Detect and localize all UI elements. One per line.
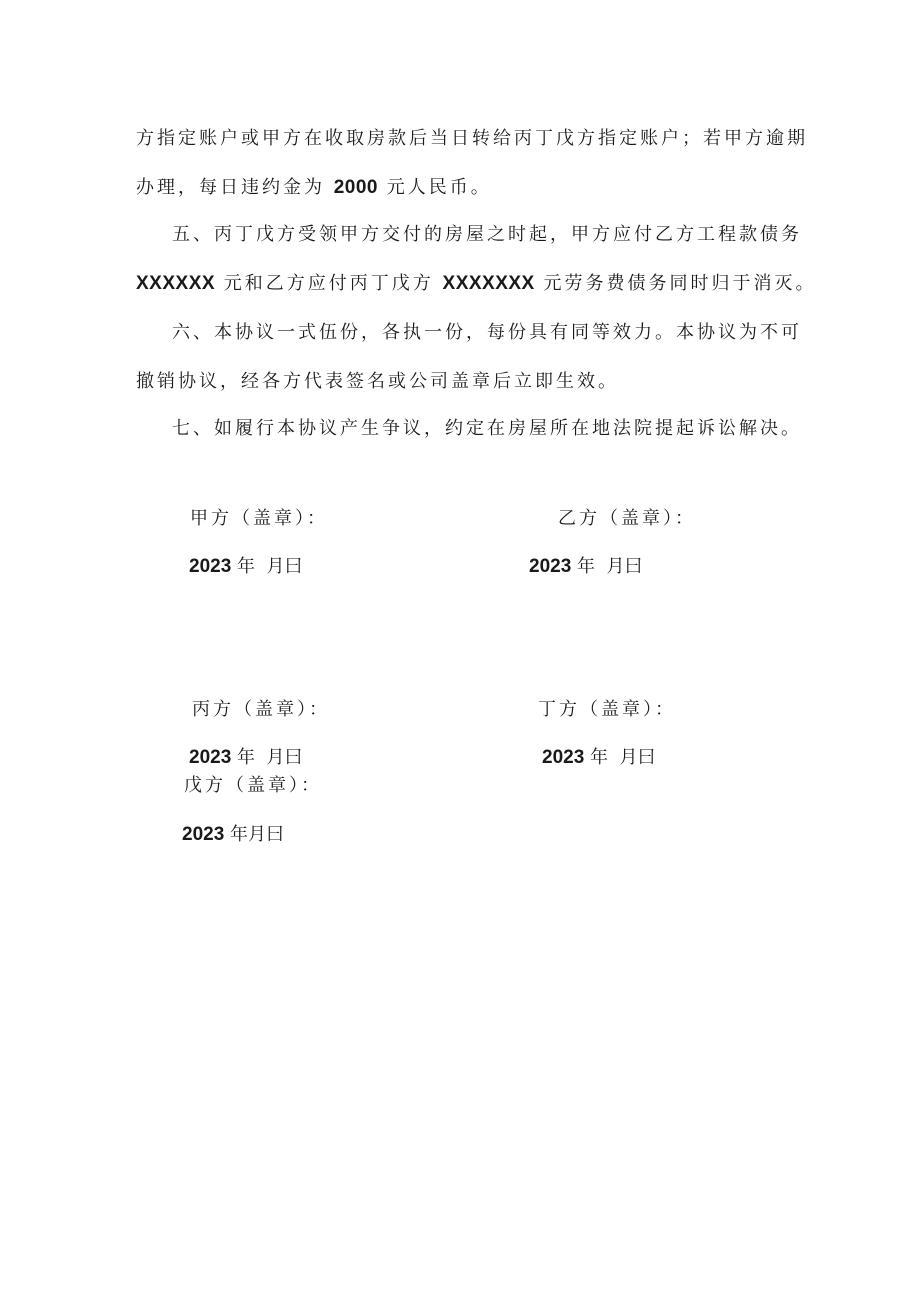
party-d-date-rest: 年 月曰 bbox=[584, 747, 656, 768]
party-b-seal-label: 乙方（盖章）： bbox=[558, 508, 696, 529]
party-b-year: 2023 bbox=[529, 556, 572, 577]
party-a-year: 2023 bbox=[189, 556, 232, 577]
party-c-date bbox=[189, 747, 302, 769]
penalty-amount: 2000 bbox=[333, 177, 379, 198]
clause-5-line-2 bbox=[136, 258, 817, 309]
party-b-date-rest: 年 月曰 bbox=[571, 556, 643, 577]
clause-6-text: 六、本协议一式伍份，各执一份，每份具有同等效力。本协议为不可 bbox=[172, 322, 802, 343]
clause-6-line-1 bbox=[172, 307, 832, 358]
clause-6-line-2 bbox=[136, 356, 796, 407]
penalty-prefix: 办理，每日违约金为 bbox=[136, 177, 325, 198]
body-line-1 bbox=[136, 113, 808, 164]
party-d-seal-label: 丁方（盖章）： bbox=[538, 699, 676, 720]
party-b-date bbox=[529, 556, 642, 578]
clause-7 bbox=[172, 403, 832, 454]
party-e-date-rest: 年月曰 bbox=[224, 824, 285, 845]
clause-6-text-cont: 撤销协议，经各方代表签名或公司盖章后立即生效。 bbox=[136, 371, 619, 392]
party-c-seal-label: 丙方（盖章）： bbox=[192, 699, 330, 720]
clause-5-mid: 元和乙方应付丙丁戊方 bbox=[223, 273, 434, 294]
clause-5-suffix: 元劳务费债务同时归于消灭。 bbox=[543, 273, 817, 294]
party-d-year: 2023 bbox=[542, 747, 585, 768]
party-e-year: 2023 bbox=[182, 824, 225, 845]
penalty-suffix: 元人民币。 bbox=[386, 177, 492, 198]
party-c-year: 2023 bbox=[189, 747, 232, 768]
clause-7-text: 七、如履行本协议产生争议，约定在房屋所在地法院提起诉讼解决。 bbox=[172, 418, 802, 439]
body-line-2 bbox=[136, 162, 796, 213]
party-d-date bbox=[542, 747, 655, 769]
party-c-date-rest: 年 月曰 bbox=[231, 747, 303, 768]
engineering-debt-amount: XXXXXX bbox=[136, 273, 216, 294]
clause-5-text: 五、丙丁戊方受领甲方交付的房屋之时起，甲方应付乙方工程款债务 bbox=[172, 224, 802, 245]
party-e-date bbox=[182, 824, 284, 846]
party-a-date-rest: 年 月曰 bbox=[231, 556, 303, 577]
party-a-seal-label: 甲方（盖章）： bbox=[190, 508, 328, 529]
party-a-date bbox=[189, 556, 302, 578]
continued-clause-text: 方指定账户或甲方在收取房款后当日转给丙丁戊方指定账户；若甲方逾期 bbox=[136, 128, 808, 149]
labor-debt-amount: XXXXXXX bbox=[442, 273, 535, 294]
clause-5-line-1 bbox=[172, 209, 832, 260]
party-e-seal-label: 戊方（盖章）： bbox=[184, 775, 322, 796]
